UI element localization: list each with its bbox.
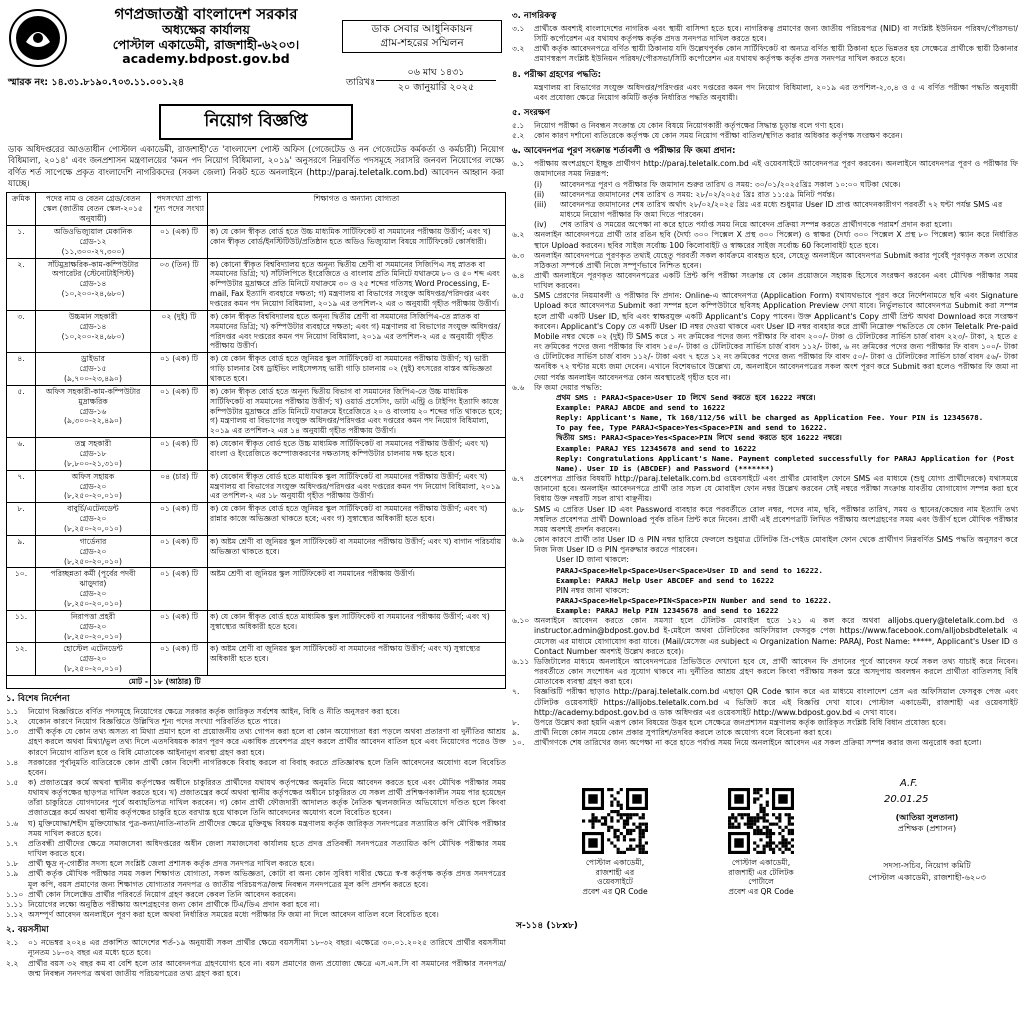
post-name: অডিওভিজ্যুয়াল মেকানিক xyxy=(53,226,133,236)
header-title-block xyxy=(76,6,336,66)
list-item xyxy=(512,44,1018,64)
post-count: ০১ (এক) টি xyxy=(151,385,208,437)
item-number: ৮. xyxy=(512,717,520,727)
post-name: অফিস সহকারী-কাম-কম্পিউটার মুদ্রাক্ষরিক xyxy=(45,386,141,406)
post-qualification: ক) যে কোন স্বীকৃত বোর্ড হতে উচ্চ মাধ্যমিক সার্টিফিকেট বা সমমানের পরীক্ষায় উত্তীর্ণ; এবং খ) কোন স্বীকৃত বোর্ড/ইনস্টিটিউট/প্রতিষ্ঠান হতে অডিও ভিজ্যুয়াল বিষয়ে সার্টিফিকেট কোর্সধারী। xyxy=(208,225,506,258)
list-item xyxy=(534,190,1018,200)
recovery-pin-example: Example: PARAJ Help PIN 12345678 and send to 16222 xyxy=(556,606,779,616)
item-text: প্রার্থী অনলাইনে পূরণকৃত আবেদনপত্রের একটি প্রিন্ট কপি পরীক্ষা সংক্রান্ত যে কোন প্রয়োজনে সহায়ক হিসেবে সংরক্ষণ করবেন এবং মৌখিক পরীক্ষার সময় দাখিল করবেন। xyxy=(534,270,1018,291)
recovery-userid-example: Example: PARAJ Help User ABCDEF and send to 16222 xyxy=(556,575,775,585)
date-label: তারিখঃ xyxy=(346,77,376,88)
list-item xyxy=(534,220,1018,230)
item-text: পরীক্ষায় অংশগ্রহণে ইচ্ছুক প্রার্থীগণ http://paraj.teletalk.com.bd এই ওয়েবসাইটে আবেদনপত্র পূরণ করবেন। অনলাইনে আবেদনপত্র পূরণ ও পরীক্ষার ফি জমাদানের সময় নিম্নরূপ: xyxy=(534,159,1018,179)
table-row xyxy=(7,610,506,643)
post-scale: (৯,৩০০-২২,৪৯০) xyxy=(64,416,122,426)
table-row xyxy=(7,568,506,610)
item-number: ৩.১ xyxy=(512,24,525,33)
item-number: ৬.১১ xyxy=(512,656,530,666)
post-serial: ১১. xyxy=(7,610,36,643)
item-text: বিজ্ঞপ্তিটি পরীক্ষা ছাড়াও http://paraj.teletalk.com.bd এছাড়া QR Code স্ক্যান করে এর মাধ্যমে বাংলাদেশ প্রেস এর অফিসিয়াল ফেসবুক পেজ এবং টেলিটক ওয়েবসাইট https://alljobs.teletalk.com.bd এ ভিজিট করে এই বিজ্ঞপ্তি দেখা যাবে। পোস্টাল একাডেমী, রাজশাহী এর ওয়েবসাইট http://academy.bdpost.gov.bd ও ডাক অধিদপ্তর এর ওয়েবসাইট http://www.bdpost.gov.bd এ দেখা যাবে। xyxy=(534,687,1018,717)
right-instructions xyxy=(512,9,1018,393)
item-text: প্রার্থী কোন সিলেক্টেড প্রার্থীর পরিবর্তে নিয়োগ গ্রহণ করলে কেবল তিনি আবেদন করবেন। xyxy=(28,889,297,899)
item-number: ৬.৬ xyxy=(512,382,525,392)
list-item xyxy=(512,131,1018,141)
post-scale: (৮,২৫০-২০,০১০) xyxy=(64,524,122,534)
post-count: ০৪ (চার) টি xyxy=(151,470,208,503)
teletalk-qr-caption: পোস্টাল একাডেমী, রাজশাহী এর টেলিটক পোর্টালে প্রবেশ এর QR Code xyxy=(728,858,794,896)
post-count: ০১ (এক) টি xyxy=(151,568,208,610)
post-scale: (৮,২৫০-২০,০১০) xyxy=(64,491,122,501)
post-name: বাবুর্চি/এটেনডেন্ট xyxy=(67,504,119,514)
signatory-block xyxy=(842,812,1012,882)
item-number: ৬.১০ xyxy=(512,616,530,626)
total-value: ১৮ (আঠার) টি xyxy=(151,676,506,689)
item-text: আবেদনপত্র পূরণ ও পরীক্ষার ফি জমাদান শুরুর তারিখ ও সময়: ৩০/০১/২০২৫খ্রিঃ সকাল ১০:০০ ঘটিকা থেকে। xyxy=(560,179,901,189)
teletalk-qr-code-icon[interactable] xyxy=(728,788,794,854)
slogan-line-2: গ্রাম-শহরের সম্মিলন xyxy=(380,36,464,49)
post-serial: ৭. xyxy=(7,470,36,503)
right-column xyxy=(512,6,1018,1021)
list-item xyxy=(512,159,1018,179)
footer-code: স-১১৪ (১৮x৮) xyxy=(516,921,578,932)
post-qualification: ক) যেকোন স্বীকৃত বোর্ড হতে মাধ্যমিক স্কুল সার্টিফিকেট বা সমমানের পরীক্ষায় উত্তীর্ণ; এবং খ) মন্ত্রণালয় বা বিভাগের সংযুক্ত অধিদপ্তর/পরিদপ্তর এবং দপ্তরের কমন পদ নিয়োগ বিধিমালা, ২০১৯ এর তপশিল-২ এর ১৮ অনুযায়ী গৃহীত পরীক্ষায় উত্তীর্ণ। xyxy=(208,470,506,503)
list-item xyxy=(512,121,1018,131)
item-number: ১.২ xyxy=(6,717,19,727)
post-serial: ৯. xyxy=(7,535,36,568)
item-text: উপরে উল্লেখ করা হয়নি এরূপ কোন বিষয়ের উদ্ভব হলে সেক্ষেত্রে জনপ্রশাসন মন্ত্রণালয় কর্তৃক জারিকৃত সংশ্লিষ্ট বিধি বিধান প্রযোজ্য হবে। xyxy=(534,717,947,727)
signature-area xyxy=(512,748,1018,938)
item-text: প্রতিবন্ধী প্রার্থীদের ক্ষেত্রে সমাজসেবা অধিদপ্তরের অধীন জেলা সমাজসেবা কার্যালয় হতে প্রদত্ত প্রতিবন্ধী সনদপত্রের সত্যায়িত কপি মৌখিক পরীক্ষার সময় দাখিল করতে হবে। xyxy=(28,838,506,859)
post-serial: ৪. xyxy=(7,353,36,386)
item-text: প্রবেশপত্র প্রাপ্তির বিষয়টি http://paraj.teletalk.com.bd ওয়েবসাইটে এবং প্রার্থীর মোবাইল ফোনে SMS এর মাধ্যমে (শুধু যোগ্য প্রার্থীদেরকে) যথাসময়ে জানানো হবে। অনলাইন আবেদনপত্রে প্রার্থী তার সচল যে মোবাইল ফোন নম্বর উল্লেখ করবেন সেই নম্বরে পরীক্ষা সংক্রান্ত যাবতীয় যোগাযোগ সম্পন্ন করা হবে বিধায় উক্ত নম্বরটি সচল রাখা বাঞ্ছনীয়। xyxy=(534,474,1018,504)
post-qualification: ক) অষ্টম শ্রেণী বা জুনিয়র স্কুল সার্টিফিকেট বা সমমানের পরীক্ষায় উত্তীর্ণ; এবং খ) বাগান পরিচর্যায় অভিজ্ঞতা থাকতে হবে। xyxy=(208,535,506,568)
item-number: ৫.১ xyxy=(512,120,525,130)
date-english: ২০ জানুয়ারি ২০২৫ xyxy=(397,82,475,94)
item-text: প্রার্থী ক্ষুদ্র নৃ-গোষ্ঠীর সদস্য হলে সংশ্লিষ্ট জেলা প্রশাসক কর্তৃক প্রদত্ত সনদপত্র দাখিল করতে হবে। xyxy=(28,859,315,869)
post-name-cell xyxy=(36,535,151,568)
post-name: পরিচ্ছন্নতা কর্মী (পূর্বের পদবী ঝাড়ুদার) xyxy=(50,569,136,589)
post-name-cell xyxy=(36,610,151,643)
post-count: ০২ (দুই) টি xyxy=(151,310,208,352)
list-item xyxy=(512,738,1018,748)
government-name: গণপ্রজাতন্ত্রী বাংলাদেশ সরকার xyxy=(114,6,298,23)
list-item xyxy=(512,383,1018,393)
section-items xyxy=(512,83,1018,103)
list-item xyxy=(534,200,1018,220)
post-scale: (১০,২০০-২৪,৬৮০) xyxy=(61,331,125,341)
list-item xyxy=(512,657,1018,687)
sms-second: দ্বিতীয় SMS: PARAJ<Space>Yes<Space>PIN লিখে send করতে হবে 16222 নম্বরে। xyxy=(556,433,842,443)
col-serial: ক্রমিক xyxy=(7,193,36,226)
list-item xyxy=(6,839,506,859)
intro-paragraph: ডাক অধিদপ্তরের আওতাধীন পোস্টাল একাডেমী, রাজশাহী'তে 'বাংলাদেশ পোস্ট অফিস (গেজেটেড ও নন গেজেটেড কর্মকর্তা ও কর্মচারী) নিয়োগ বিধিমালা, ২০১৪' এবং জনপ্রশাসন মন্ত্রণালয়ের 'কমন পদ নিয়োগ বিধিমালা, ২০১৯' অনুসরণে নিম্নবর্ণিত পদসমূহে সরাসরি জনবল নিয়োগের লক্ষ্যে বর্ণিত শর্ত সাপেক্ষে প্রকৃত বাংলাদেশি নাগরিকদের (সকল জেলা) নিকট হতে অনলাইনে (http://paraj.teletalk.com.bd) আবেদন আহ্বান করা যাচ্ছে। xyxy=(8,144,504,189)
list-item xyxy=(6,717,506,727)
date-bangla: ০৬ মাঘ ১৪৩১ xyxy=(376,66,496,81)
post-qualification: ক) অষ্টম শ্রেণী বা জুনিয়র স্কুল সার্টিফিকেট বা সমমানের পরীক্ষায় উত্তীর্ণ; এবং খ) সুস্বাস্থ্যের অধিকারী হতে হবে। xyxy=(208,643,506,676)
post-grade: গ্রেড-১২ xyxy=(79,236,107,246)
item-number: ৩.২ xyxy=(512,44,525,54)
item-text: যেকোন কারণে নিয়োগ বিজ্ঞপ্তিতে উল্লিখিত শূন্য পদের সংখ্যা পরিবর্তিত হতে পারে। xyxy=(28,717,281,727)
table-row xyxy=(7,353,506,386)
post-name: হোস্টেল এটেনডেন্ট xyxy=(63,644,123,654)
post-scale: (১১,৩০০-২৭,৩০০) xyxy=(61,246,125,256)
post-qualification: ক) যেকোন স্বীকৃত বোর্ড হতে উচ্চ মাধ্যমিক সার্টিফিকেট বা সমমানের পরীক্ষায় উত্তীর্ণ; এবং খ) বাংলা ও ইংরেজিতে কম্পোজকরণের দক্ষতাসহ কম্পিউটার চালনায় দক্ষ হতে হবে। xyxy=(208,438,506,471)
sms-second-example: Example: PARAJ YES 12345678 and send to 16222 xyxy=(556,443,757,453)
posts-table xyxy=(6,192,506,689)
office-name: অধ্যক্ষের কার্যালয় xyxy=(162,22,250,38)
list-item xyxy=(6,869,506,889)
list-item xyxy=(512,291,1018,382)
list-item xyxy=(6,859,506,869)
list-item xyxy=(512,718,1018,728)
post-scale: (৮,২৫০-২০,০১০) xyxy=(64,664,122,674)
item-number: ১.৪ xyxy=(6,757,19,767)
table-row xyxy=(7,535,506,568)
section-title: ৪. পরীক্ষা গ্রহণের পদ্ধতি: xyxy=(512,69,602,80)
item-text: প্রার্থীগণকে শেষ তারিখের জন্য অপেক্ষা না করে হাতে পর্যাপ্ত সময় নিয়ে অনলাইনে আবেদন এর সকল প্রক্রিয়া সম্পন্ন করার জন্য অনুরোধ করা হলো। xyxy=(534,738,982,748)
post-grade: গ্রেড-১৬ xyxy=(79,406,107,416)
item-number: ২.২ xyxy=(6,958,19,968)
sms-first-example: Example: PARAJ ABCDE and send to 16222 xyxy=(556,403,726,412)
table-row xyxy=(7,385,506,437)
item-text: ০১ নভেম্বর ২০২৪ এর প্রকাশিত আদেশের শর্ত-১৯ অনুযায়ী সকল প্রার্থীর ক্ষেত্রে বয়সসীমা ১৮-৩২ বছর। এক্ষেত্রে ৩০.০১.২০২৫ তারিখে প্রার্থীর বয়সসীমা ন্যূনতম ১৮-৩২ বছর এর মধ্যে হতে হবে। xyxy=(28,938,506,958)
item-text: মন্ত্রণালয় বা বিভাগের সংযুক্ত অধিদপ্তর/পরিদপ্তর এবং দপ্তরের কমন পদ নিয়োগ বিধিমালা, ২০১৯ এর তপশিল-২,৩,৪ ও ৫ এ বর্ণিত পরীক্ষা পদ্ধতি অনুযায়ী এবং প্রযোজ্য ক্ষেত্রে নিয়োগ কমিটি কর্তৃক নির্ধারিত পদ্ধতি অনুযায়ী। xyxy=(534,82,1018,102)
post-name-cell xyxy=(36,225,151,258)
item-text: কোন কারণ দর্শানো ব্যতিরেকে কর্তৃপক্ষ যে কোন সময় নিয়োগ পরীক্ষা বাতিল/স্থগিত করার অধিকার কর্তৃপক্ষ সংরক্ষণ করেন। xyxy=(534,131,903,141)
post-qualification: ক) যে কোন স্বীকৃত বোর্ড হতে জুনিয়র স্কুল সার্টিফিকেট বা সমমানের পরীক্ষায় উত্তীর্ণ; খ) ভারী গাড়ি চালনার বৈধ ড্রাইভিং লাইসেন্সসহ ভারী গাড়ি চালনায় ০২ (দুই) বৎসরের বাস্তব অভিজ্ঞতা থাকতে হবে। xyxy=(208,353,506,386)
item-text: নিয়োগ বিজ্ঞপ্তিতে বর্ণিত পদসমূহে নিয়োগের ক্ষেত্রে সরকার কর্তৃক জারিকৃত সর্বশেষ আইন, বিধি ও নীতি অনুসরণ করা হবে। xyxy=(28,706,400,716)
item-number: ১.১ xyxy=(6,706,19,716)
post-scale: (৮,২৫০-২০,০১০) xyxy=(64,556,122,566)
post-count: ০১ (এক) টি xyxy=(151,503,208,536)
list-item xyxy=(6,758,506,778)
post-serial: ৫. xyxy=(7,385,36,437)
left-instructions xyxy=(6,692,506,979)
post-name: ড্রাইভার xyxy=(81,354,105,364)
post-name-cell xyxy=(36,470,151,503)
item-text: কোন কারণে প্রার্থী তার User ID ও PIN নম্বর হারিয়ে ফেললে শুধুমাত্র টেলিটক প্রি-পেইড মোবাইল ফোন থেকে প্রার্থীগণ নিম্নবর্ণিত SMS পদ্ধতি অনুসরণ করে নিজ নিজ User ID ও PIN পুনরুদ্ধার করতে পারবেন। xyxy=(534,535,1018,555)
slogan-box xyxy=(342,20,502,53)
list-item xyxy=(512,24,1018,44)
post-grade: গ্রেড-২০ xyxy=(79,589,107,599)
signatory-designation: প্রশিক্ষক (প্রশাসন) xyxy=(897,823,957,834)
post-serial: ৩. xyxy=(7,310,36,352)
item-text: প্রার্থীকে অবশ্যই বাংলাদেশের নাগরিক এবং স্থায়ী বাসিন্দা হতে হবে। নাগরিকত্ব প্রমাণের জন্য জাতীয় পরিচয়পত্র (NID) বা সংশ্লিষ্ট ইউনিয়ন পরিষদ/পৌরসভা/সিটি কর্পোরেশন এর যথাযথ কর্তৃপক্ষ কর্তৃক প্রদত্ত সনদপত্র দাখিল করতে হবে। xyxy=(534,24,1018,44)
signature-scribble: A.F. xyxy=(900,778,918,790)
col-post-name: পদের নাম ও বেতন গ্রেড/বেতন স্কেল (জাতীয় বেতন স্কেল-২০১৫ অনুযায়ী) xyxy=(36,193,151,226)
post-grade: গ্রেড-২০ xyxy=(79,514,107,524)
website-qr-caption: পোস্টাল একাডেমী, রাজশাহী এর ওয়েবসাইটে প্রবেশ এর QR Code xyxy=(582,858,648,896)
post-count: ০১ (এক) টি xyxy=(151,225,208,258)
page-title: নিয়োগ বিজ্ঞপ্তি xyxy=(159,104,353,140)
list-item xyxy=(6,900,506,910)
section-items xyxy=(6,707,506,920)
sms-instructions xyxy=(556,393,1018,474)
item-text: ফি জমা দেয়ার পদ্ধতি: xyxy=(534,382,603,392)
item-text: প্রার্থী কর্তৃক আবেদনপত্রে বর্ণিত স্থায়ী ঠিকানায় যদি উল্লেখপূর্বক কোন সার্টিফিকেট বা অন্যত্র বর্ণিত স্থায়ী ঠিকানা হতে ভিন্নতর হয় সেক্ষেত্রে প্রার্থীকে স্থায়ী ঠিকানার প্রমাণস্বরূপ সংশ্লিষ্ট ইউনিয়ন পরিষদ/পৌরসভা/সিটি কর্পোরেশন এর যথাযথ কর্তৃপক্ষ কর্তৃক প্রদত্ত সনদপত্র দাখিল করতে হবে। xyxy=(534,44,1018,64)
signatory-role: সদস্য-সচিব, নিয়োগ কমিটি xyxy=(883,860,971,871)
post-scale: (৮,২৫০-২০,০১০) xyxy=(64,599,122,609)
recovery-userid-cmd: PARAJ<Space>Help<Space>User<Space>User ID and send to 16222. xyxy=(556,565,823,575)
list-item xyxy=(512,251,1018,271)
item-text: ক) প্রজাতন্ত্রের কর্মে অথবা স্থানীয় কর্তৃপক্ষের অধীনে চাকুরিরত প্রার্থীদের যথাযথ কর্তৃপক্ষের অনুমতি নিয়ে আবেদন করতে হবে এবং মৌখিক পরীক্ষার সময় যথাযথ কর্তৃপক্ষের ছাড়পত্র দাখিল করতে হবে। খ) প্রজাতন্ত্রের কর্মে অথবা স্থানীয় কর্তৃপক্ষের অধীনে চাকুরিরত যে সকল প্রার্থী প্রশিক্ষণকালীন সময় পার হয়েছেন তাঁরা চাকুরিতে যোগদানের পূর্বে অব্যাহতিপত্র দাখিল করবেন। গ) কোন প্রার্থী ফৌজদারী আদালত কর্তৃক নৈতিক স্খলনজনিত অভিযোগে দণ্ডিত হলে কিংবা প্রজাতন্ত্রের কর্মে অথবা স্থানীয় কর্তৃপক্ষের চাকুরি হতে বরখাস্ত হয়ে থাকলে তিনি আবেদনের অযোগ্য বলে বিবেচিত হবেন। xyxy=(28,778,506,818)
post-scale: (১০,২০০-২৪,৬৮০) xyxy=(61,289,125,299)
signatory-office: পোস্টাল একাডেমী, রাজশাহী-৬২০৩ xyxy=(868,871,986,882)
post-grade: গ্রেড-২০ xyxy=(79,654,107,664)
item-number: ১.১০ xyxy=(6,889,24,899)
list-item xyxy=(512,616,1018,657)
post-name-cell xyxy=(36,643,151,676)
recovery-instructions xyxy=(556,555,1018,616)
left-column xyxy=(6,6,506,1021)
item-text: আবেদনপত্র জমাদানের শেষ তারিখ ও সময়: ২৮/০২/২০২৫ খ্রিঃ রাত ১১:৫৯ মিনিট পর্যন্ত। xyxy=(560,189,835,199)
list-item xyxy=(512,535,1018,555)
table-row xyxy=(7,503,506,536)
post-serial: ৮. xyxy=(7,503,36,536)
post-grade: গ্রেড-১৮ xyxy=(79,449,107,458)
list-item xyxy=(534,180,1018,190)
item-number: (iii) xyxy=(534,199,547,209)
section-items xyxy=(512,24,1018,65)
post-grade: গ্রেড-১৫ xyxy=(79,364,107,374)
section-title: ৩. নাগরিকত্ব xyxy=(512,11,557,21)
memo-number: স্মারক নং: ১৪.৩১.৮১৯০.৭০৩.১১.০০১.২৪ xyxy=(8,77,185,88)
item-text: প্রার্থী কর্তৃক যে কোন তথ্য অসত্য বা মিথ্যা প্রমাণ হলে বা প্রয়োজনীয় তথ্য গোপন করা হলে বা কোন অযোগ্যতা ধরা পড়লে অথবা প্রতারণা বা দুর্নীতির আশ্রয় গ্রহণ করলে অথবা মিথ্যা/ভুল তথ্য দিলে এতদবিষয়ক কারণ পূরণ করে একাধিক প্রবেশপত্র গ্রহণ করলে প্রার্থীর আবেদন বাতিল হবে এবং নিয়োগের পরেও উক্ত কারণে নিয়োগ বাতিল হবে ও বিধি মোতাবেক আইনানুগ ব্যবস্থা গ্রহণ করা হবে। xyxy=(28,727,506,757)
post-qualification: ক) কোন স্বীকৃত বিশ্ববিদ্যালয় হতে অনূন্য দ্বিতীয় শ্রেণী বা সমমানের সিজিপিএ-তে স্নাতক বা সমমানের ডিগ্রি; খ) কম্পিউটার ব্যবহারে দক্ষতা; এবং গ) মন্ত্রণালয় বা বিভাগের সংযুক্ত অধিদপ্তর/পরিদপ্তর এবং দপ্তরের কমন পদ নিয়োগ বিধিমালা, ২০১৯ এর তপশিল-২ এর ৫ অনুযায়ী গৃহীত পরীক্ষায় উত্তীর্ণ। xyxy=(208,310,506,352)
section-title: ২. বয়সসীমা xyxy=(6,925,49,936)
item-number: ৬.৪ xyxy=(512,270,525,280)
total-row xyxy=(7,676,506,689)
government-seal-icon xyxy=(8,8,68,68)
item-number: ৬.৮ xyxy=(512,504,525,514)
item-text: অনলাইনে আবেদন করতে কোন সমস্যা হলে টেলিটক মোবাইল হতে ১২১ এ কল করে অথবা alljobs.query@teletalk.com.bd ও instructor.admin@bdpost.gov.bd ই-মেইলে অথবা টেলিটকের অফিসিয়াল ফেসবুক পেজ https://www.facebook.com/alljobsbdteletalk এ মেসেজ এর মাধ্যমে যোগাযোগ করা যাবে। (Mail/মেসেজ এর subject এ Organization Name: PARAJ, Post Name: *****, Applicant's User ID ও Contact Number অবশ্যই উল্লেখ করতে হবে)। xyxy=(534,616,1018,656)
section-title: ১. বিশেষ নির্দেশনা xyxy=(6,693,70,704)
website-qr-code-icon[interactable] xyxy=(582,788,648,854)
item-number: ৬.৫ xyxy=(512,291,525,301)
post-count: ০১ (এক) টি xyxy=(151,610,208,643)
item-number: ১.৯ xyxy=(6,869,19,879)
slogan-line-1: ডাক সেবার আধুনিকায়ন xyxy=(371,23,473,35)
recovery-pin-cmd: PARAJ<Space>Help<Space>PIN<Space>PIN Number and send to 16222. xyxy=(556,595,832,605)
item-number: ১.৬ xyxy=(6,818,19,828)
section-title: ৬. আবেদনপত্র পূরণ সংক্রান্ত শর্তাবলী ও পরীক্ষার ফি জমা প্রদান: xyxy=(512,146,736,157)
col-post-count: পদসংখ্যা প্রাপ্য শূন্য পদের সংখ্যা xyxy=(151,193,208,226)
item-text: প্রার্থী নিজে কোন সময়ে কোন প্রকার সুপারিশ/তদবির করলে তাকে অযোগ্য বলে বিবেচনা করা হবে। xyxy=(534,728,832,737)
post-grade: গ্রেড-১৪ xyxy=(79,279,107,289)
item-number: ২.১ xyxy=(6,938,19,948)
table-row xyxy=(7,225,506,258)
list-item xyxy=(6,778,506,819)
post-name-cell xyxy=(36,438,151,471)
list-item xyxy=(6,959,506,979)
item-number: ৬.৯ xyxy=(512,535,525,545)
item-text: ডিজিটালের মাধ্যমে অনলাইনে আবেদনপত্রের প্রিভিউতে দেখানো হবে যে, প্রার্থী আবেদন ফি প্রদানের পূর্বে আবেদন ফর্মে সকল তথ্য যাচাই করে নিবেন। পরবর্তীতে কোন সংশোধন এর সুযোগ থাকবে না। দুর্নীতির আশ্রয় গ্রহণ করলে কিংবা পরীক্ষায় সকল স্তরে অসদুপায় অবলম্বন করলে প্রার্থীতা বাতিলসহ বিধি মোতাবেক ব্যবস্থা গ্রহণ করা হবে। xyxy=(534,656,1018,687)
item-text: অনলাইন আবেদনপত্রে পূরণকৃত তথ্যই যেহেতু পরবর্তী সকল কার্যক্রমে ব্যবহৃত হবে, সেহেতু অনলাইনে আবেদনপত্র Submit করার পূর্বেই পূরণকৃত সকল তথ্যের সঠিকতা সম্পর্কে প্রার্থী নিজে সম্পূর্ণভাবে নিশ্চিত হবেন। xyxy=(534,250,1018,270)
item-text: সরকারের পূর্বানুমতি ব্যতিরেকে কোন প্রার্থী কোন বিদেশী নাগরিককে বিবাহ করলে বা বিবাহ করতে প্রতিজ্ঞাবদ্ধ হলে তিনি আবেদনের অযোগ্য বলে বিবেচিত হবেন। xyxy=(28,757,506,777)
post-name: অফিস সহায়ক xyxy=(71,471,115,481)
list-item xyxy=(6,819,506,839)
item-number: ১.৩ xyxy=(6,727,19,737)
item-text: অসম্পূর্ণ আবেদন অনলাইনে পূরণ করা হলে অথবা নির্ধারিত সময়ের মধ্যে পরীক্ষার ফি জমা না দিলে আবেদন বাতিল বলে বিবেচিত হবে। xyxy=(28,910,439,920)
list-item xyxy=(6,707,506,717)
post-name-cell xyxy=(36,353,151,386)
post-serial: ৬. xyxy=(7,438,36,471)
sms-first-reply-2: To pay fee, Type PARAJ<Space>Yes<Space>PIN and send to 16222. xyxy=(556,423,828,433)
section-title: ৫. সংরক্ষণ xyxy=(512,107,551,118)
table-row xyxy=(7,470,506,503)
post-grade: গ্রেড-২০ xyxy=(79,621,107,631)
post-scale: (৮,৮০০-২১,৩১০) xyxy=(64,458,122,468)
office-website: academy.bdpost.gov.bd xyxy=(122,51,290,66)
signature-date: 20.01.25 xyxy=(884,794,929,806)
list-item xyxy=(6,890,506,900)
post-serial: ২. xyxy=(7,258,36,310)
post-grade: গ্রেড-২০ xyxy=(79,546,107,556)
post-name-cell xyxy=(36,258,151,310)
post-name-cell xyxy=(36,503,151,536)
post-count: ০১ (এক) টি xyxy=(151,438,208,471)
item-number: ১.১২ xyxy=(6,910,24,920)
post-serial: ১০. xyxy=(7,568,36,610)
item-text: SMS প্রেরণের নিয়মাবলী ও পরীক্ষার ফি প্রদান: Online-এ আবেদনপত্র (Application Form) যথাযথভাবে পূরণ করে নির্দেশনামতে ছবি এবং Signature Upload করে আবেদনপত্র Submit করা সম্পন্ন হলে কম্পিউটারে ছবিসহ Application Preview দেখা যাবে। নির্ভুলভাবে আবেদনপত্র Submit করা সম্পন্ন হলে প্রার্থী একটি User ID, ছবি এবং স্বাক্ষরযুক্ত একটি Applicant's Copy পাবেন। উক্ত Applicant's Copy প্রার্থী প্রিন্ট অথবা Download করে সংরক্ষণ করবেন। Applicant's Copy তে একটি User ID নম্বর দেওয়া থাকবে এবং User ID নম্বর ব্যবহার করে প্রার্থী নিম্নোক্ত পদ্ধতিতে যে কোন Teletalk Pre-paid Mobile নম্বর থেকে ০২ (দুই) টি SMS করে ১ নং ক্রমিকের পদের জন্য পরীক্ষার ফি বাবদ ২০০/- টাকা ও টেলিটকের সার্ভিস চার্জ বাবদ ২২৩/- টাকা, ২ হতে ৫ নং ক্রমিকের পদের জন্য পরীক্ষার ফি বাবদ ১৫০/- টাকা ও টেলিটকের সার্ভিস চার্জ বাবদ ১১২/- টাকা, ৬ নং ক্রমিকের পদের জন্য পরীক্ষার ফি বাবদ ১০০/- টাকা ও টেলিটকের সার্ভিস চার্জ বাবদ ১১২/- টাকা এবং ৭ হতে ১২ নং ক্রমিকের পদের জন্য পরীক্ষার ফি বাবদ ৫০/- টাকা ও টেলিটকের সার্ভিস চার্জ বাবদ ৫৬/- টাকা অনধিক ৭২ ঘন্টার মধ্যে জমা দেবেন। এখানে বিশেষভাবে উল্লেখ্য যে, অনলাইনে আবেদনপত্রের সকল অংশ পূরণ করে Submit করা হলেও পরীক্ষার ফি জমা না দেয়া পর্যন্ত অনলাইন আবেদনপত্র কোন অবস্থাতেই গৃহীত হবে না। xyxy=(534,291,1018,382)
list-item xyxy=(512,474,1018,504)
table-row xyxy=(7,438,506,471)
post-count: ০১ (এক) টি xyxy=(151,353,208,386)
section-items xyxy=(512,121,1018,141)
item-text: ঘ) মুক্তিযোদ্ধা/শহীদ মুক্তিযোদ্ধার পুত্র-কন্যা/নাতি-নাতনি প্রার্থীদের ক্ষেত্রে মুক্তিযুদ্ধ বিষয়ক মন্ত্রণালয় কর্তৃক জারিকৃত সনদপত্রের সত্যায়িত কপি মৌখিক পরীক্ষার সময় দাখিল করতে হবে। xyxy=(28,818,506,838)
item-number: ৬.৩ xyxy=(512,250,525,260)
final-instructions xyxy=(512,616,1018,748)
item-text: শেষ তারিখ ও সময়ের অপেক্ষা না করে হাতে পর্যাপ্ত সময় নিয়ে আবেদন প্রক্রিয়া সম্পন্ন করতে প্রার্থীগণকে পরামর্শ প্রদান করা হলো। xyxy=(560,220,953,230)
post-name-cell xyxy=(36,310,151,352)
item-text: SMS এ প্রেরিত User ID এবং Password ব্যবহার করে পরবর্তীতে রোল নম্বর, পদের নাম, ছবি, পরীক্ষার তারিখ, সময় ও স্থানের/কেন্দ্রের নাম ইত্যাদি তথ্য সম্বলিত প্রবেশপত্র প্রার্থী Download পূর্বক রঙিন প্রিন্ট করে নিবেন। প্রার্থী এই প্রবেশপত্রটি লিখিত পরীক্ষায় অংশগ্রহণের সময় এবং উত্তীর্ণ হলে মৌখিক পরীক্ষার সময় অবশ্যই প্রদর্শন করবেন। xyxy=(534,504,1018,534)
post-name: নিরাপত্তা প্রহরী xyxy=(70,611,116,621)
item-number: ৬.২ xyxy=(512,230,525,240)
signatory-name: (আতিয়া সুলতানা) xyxy=(895,812,959,823)
item-number: ১.১১ xyxy=(6,899,24,909)
item-text: আবেদনপত্র জমাদানের শেষ তারিখ অর্থাৎ ২৮/০২/২০২৫ খ্রিঃ এর মধ্যে শুধুমাত্র User ID প্রাপ্ত আবেদনকারীগণ পরবর্তী ৭২ ঘন্টা পর্যন্ত SMS এর মাধ্যমে নিয়োগ পরীক্ষার ফি জমা দিতে পারবেন। xyxy=(560,199,1003,220)
list-item xyxy=(512,505,1018,535)
item-number: ১.৫ xyxy=(6,778,19,787)
section-items xyxy=(6,938,506,979)
item-number xyxy=(512,83,534,103)
post-qualification: ক) কোনো স্বীকৃত বিশ্ববিদ্যালয় হতে অনূন্য দ্বিতীয় শ্রেণী বা সমমানের সিজিপিএ সহ স্নাতক বা সমমানের ডিগ্রি; খ) সাঁটলিপিতে ইংরেজিতে ও বাংলায় প্রতি মিনিটে যথাক্রমে ৮০ ও ৫০ শব্দ এবং কম্পিউটার মুদ্রাক্ষরে প্রতি মিনিটে যথাক্রমে ৩০ ও ২৫ শব্দের গতিসহ Word Processing, E-mail, Fax ইত্যাদি ব্যবহারে দক্ষতা; গ) মন্ত্রণালয় বা বিভাগের সংযুক্ত অধিদপ্তর/পরিদপ্তর এবং দপ্তরের কমন পদ নিয়োগ বিধিমালা, ২০১৯ এর তপশিল-২ এর ৩ অনুযায়ী গৃহীত পরীক্ষায় উত্তীর্ণ। xyxy=(208,258,506,310)
post-count: ০১ (এক) টি xyxy=(151,535,208,568)
header xyxy=(6,6,506,102)
post-count: ০৩ (তিন) টি xyxy=(151,258,208,310)
post-qualification: ক) যে কোন স্বীকৃত বোর্ড হতে মাধ্যমিক স্কুল সার্টিফিকেট বা সমমানের পরীক্ষায় উত্তীর্ণ; এবং খ) সুস্বাস্থ্যের অধিকারী হতে হবে। xyxy=(208,610,506,643)
post-serial: ১২. xyxy=(7,643,36,676)
post-serial: ১. xyxy=(7,225,36,258)
total-label-cell: মোট - xyxy=(7,676,151,689)
item-number: (ii) xyxy=(534,189,545,199)
item-number: ১০. xyxy=(512,738,525,748)
item-text: প্রার্থীর বয়স ৩২ বছর কম বা বেশি হলে তার আবেদনপত্র গ্রহণযোগ্য হবে না। বয়স প্রমাণের জন্য প্রযোজ্য ক্ষেত্রে এস.এস.সি বা সমমানের পরীক্ষার সনদপত্র/জন্ম নিবন্ধন সনদপত্র অথবা জাতীয় পরিচয়পত্রের তথ্য গ্রহণ করা হবে। xyxy=(28,958,506,978)
list-item xyxy=(512,687,1018,717)
list-item xyxy=(6,938,506,958)
item-number: ১.৭ xyxy=(6,838,19,848)
item-number: ৭. xyxy=(512,687,520,697)
sms-first-reply: Reply: Applicant's Name, Tk 168/112/56 will be charged as Application Fee. Your PIN is 12345678. xyxy=(556,413,984,423)
item-number: (iv) xyxy=(534,220,547,230)
list-item xyxy=(6,727,506,757)
table-header-row xyxy=(7,193,506,226)
item-number: ৯. xyxy=(512,728,520,737)
post-name: তন্ত্র সহকারী xyxy=(74,439,112,449)
item-number: ৬.১ xyxy=(512,159,525,169)
office-address: পোস্টাল একাডেমী, রাজশাহী-৬২০৩। xyxy=(112,36,300,52)
table-row xyxy=(7,258,506,310)
table-row xyxy=(7,643,506,676)
sms-second-reply: Reply: Congratulations Applicant's Name. Payment completed successfully for PARAJ Application for (Post Name). User ID is (ABCDEF) and Password (*******) xyxy=(556,453,1015,473)
col-qualification: শিক্ষাগত ও অন্যান্য যোগ্যতা xyxy=(208,193,506,226)
post-name: গার্ডেনার xyxy=(79,536,107,546)
admit-card-instructions xyxy=(512,474,1018,555)
list-item xyxy=(512,83,1018,103)
post-scale: (৯,৭০০-২৩,৪৯০) xyxy=(64,373,122,383)
post-qualification: ক) কোন স্বীকৃত বোর্ড হতে অনূন্য দ্বিতীয় বিভাগ বা সমমানের জিপিএ-তে উচ্চ মাধ্যমিক সার্টিফিকেট বা সমমানের পরীক্ষায় উত্তীর্ণ; খ) ওয়ার্ড প্রসেসিং, ডাটা এন্ট্রি ও টাইপিং ইত্যাদি কাজে কম্পিউটার মুদ্রাক্ষরে প্রতি মিনিটে যথাক্রমে ইংরেজিতে ২০ ও বাংলায় ২০ শব্দের গতি থাকতে হবে; গ) মন্ত্রণালয় বা বিভাগের সংযুক্ত অধিদপ্তর/পরিদপ্তর এবং দপ্তরের কমন পদ নিয়োগ বিধিমালা, ২০১৯ এর তপশিল-২ এর ১৪ অনুযায়ী গৃহীত পরীক্ষায় উত্তীর্ণ। xyxy=(208,385,506,437)
post-qualification: ক) যে কোন স্বীকৃত বোর্ড হতে জুনিয়র স্কুল সার্টিফিকেট বা সমমানের পরীক্ষায় উত্তীর্ণ; এবং খ) রান্নার কাজে অভিজ্ঞতা থাকতে হবে; এবং গ) সুস্বাস্থ্যের অধিকারী হতে হবে। xyxy=(208,503,506,536)
post-name-cell xyxy=(36,568,151,610)
recovery-userid-label: User ID জানা থাকলে: xyxy=(556,555,629,565)
section-items xyxy=(512,159,1018,393)
table-row xyxy=(7,310,506,352)
list-item xyxy=(6,910,506,920)
post-name: সাঁটমুদ্রাক্ষরিক-কাম-কম্পিউটার অপারেটর (স্টেনোটাইপিস্ট) xyxy=(47,259,139,279)
post-grade: গ্রেড-২০ xyxy=(79,481,107,491)
item-text: প্রার্থী কর্তৃক মৌখিক পরীক্ষার সময় সকল শিক্ষাগত যোগ্যতা, সকল অভিজ্ঞতা, কোটা বা অন্য কোন সুবিধা দাবীর ক্ষেত্রে স্ব-স্ব কর্তৃপক্ষ কর্তৃক প্রদত্ত সনদপত্রের মূল কপি, বয়স প্রমাণের জন্য শিক্ষাগত যোগ্যতার সনদপত্র ও জাতীয় পরিচয়পত্র/জন্ম নিবন্ধন সনদপত্রের মূল কপি প্রদর্শন করতে হবে। xyxy=(28,869,506,889)
item-number: ৬.৭ xyxy=(512,474,525,484)
item-text: অনলাইন আবেদনপত্রে প্রার্থী তার রঙিন ছবি (দৈর্ঘ্য ৩০০ পিক্সেল X প্রস্থ ৩০০ পিক্সেল) ও স্বাক্ষর (দৈর্ঘ্য ৩০০ পিক্সেল X প্রস্থ ৮০ পিক্সেল) স্ক্যান করে নির্ধারিত স্থানে Upload করবেন। ছবির সাইজ সর্বোচ্চ 100 কিলোবাইট ও স্বাক্ষরের সাইজ সর্বোচ্চ 60 কিলোবাইট হতে হবে। xyxy=(534,230,1018,250)
item-text: নিয়োগের লক্ষ্যে অনুষ্ঠিত পরীক্ষায় অংশগ্রহণের জন্য কোন প্রার্থীকে টিএ/ডিএ প্রদান করা হবে না। xyxy=(28,899,320,909)
list-item xyxy=(512,271,1018,291)
item-text: নিয়োগ পরীক্ষা ও নিবন্ধন সংক্রান্ত যে কোন বিষয়ে নিয়োগকারী কর্তৃপক্ষের সিদ্ধান্ত চূড়ান্ত বলে গণ্য হবে। xyxy=(534,120,844,130)
sms-first: প্রথম SMS : PARAJ<Space>User ID লিখে Send করতে হবে 16222 নম্বরে। xyxy=(556,392,816,402)
item-number: ৫.২ xyxy=(512,131,525,141)
post-name-cell xyxy=(36,385,151,437)
post-name: উচ্চমান সহকারী xyxy=(68,311,118,321)
item-number: ১.৮ xyxy=(6,859,19,869)
item-number: (i) xyxy=(534,179,543,189)
posts-table-body xyxy=(7,225,506,688)
list-item xyxy=(512,728,1018,738)
post-grade: গ্রেড-১৪ xyxy=(79,321,107,331)
recovery-pin-label: PIN নম্বর জানা থাকলে: xyxy=(556,585,630,595)
list-item xyxy=(512,230,1018,250)
post-qualification: অষ্টম শ্রেণী বা জুনিয়র স্কুল সার্টিফিকেট বা সমমানের পরীক্ষায় উত্তীর্ণ। xyxy=(208,568,506,610)
post-scale: (৮,২৫০-২০,০১০) xyxy=(64,631,122,641)
post-count: ০১ (এক) টি xyxy=(151,643,208,676)
